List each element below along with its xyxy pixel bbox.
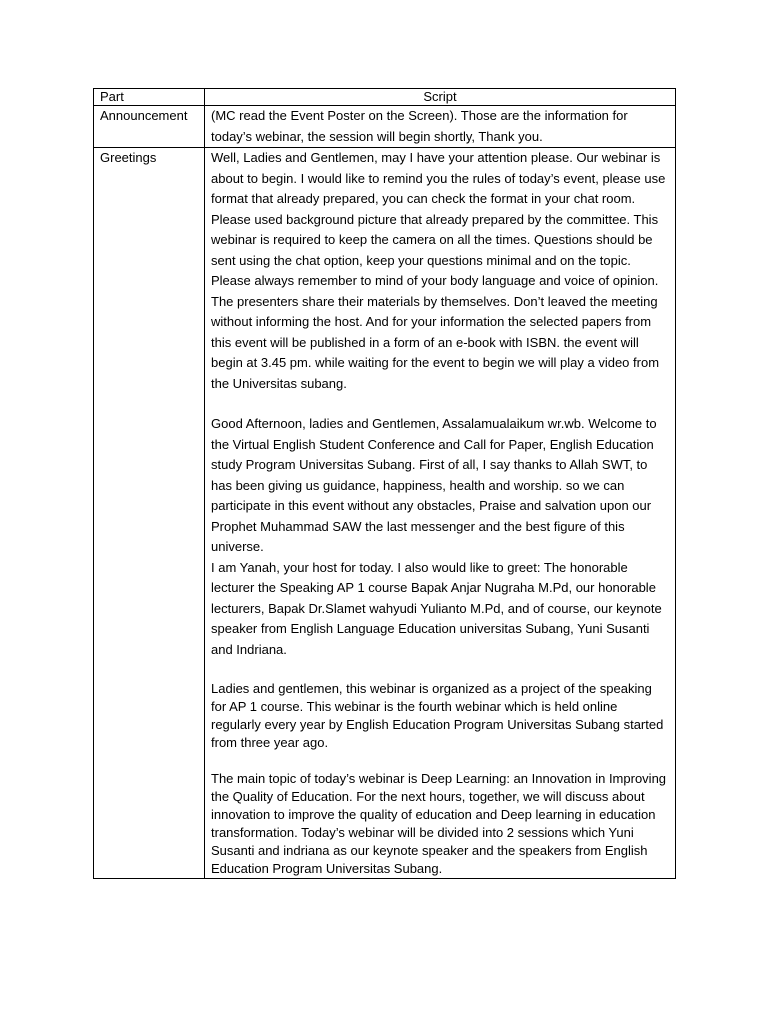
row-script-greetings <box>205 148 676 879</box>
row-part-greetings: Greetings <box>94 148 205 879</box>
paragraph-gap <box>211 394 669 414</box>
row-part-announcement: Announcement <box>94 106 205 148</box>
script-paragraph: Good Afternoon, ladies and Gentlemen, Assalamualaikum wr.wb. Welcome to the Virtual English Student Conference and Call for Paper, English Education study Program Universitas Subang. First of all, I say thanks to Allah SWT, to has been giving us guidance, happiness, health and worship. so we can participate in this event without any obstacles, Praise and salvation upon our Prophet Muhammad SAW the last messenger and the best figure of this universe. <box>211 416 657 554</box>
header-part: Part <box>94 89 205 106</box>
script-paragraph: I am Yanah, your host for today. I also would like to greet: The honorable lecturer the Speaking AP 1 course Bapak Anjar Nugraha M.Pd, our honorable lecturers, Bapak Dr.Slamet wahyudi Yulianto M.Pd, and of course, our keynote speaker from English Language Education universitas Subang, Yuni Susanti and Indriana. <box>211 559 662 657</box>
paragraph-gap <box>211 660 669 680</box>
table-row <box>94 148 676 879</box>
script-paragraph: The main topic of today’s webinar is Deep Learning: an Innovation in Improving the Quality of Education. For the next hours, together, we will discuss about innovation to improve the quality of education and Deep learning in education transformation. Today’s webinar will be divided into 2 sessions which Yuni Susanti and indriana as our keynote speaker and the speakers from English Education Program Universitas Subang. <box>211 771 667 876</box>
script-paragraph: Ladies and gentlemen, this webinar is organized as a project of the speaking for AP 1 course. This webinar is the fourth webinar which is held online regularly every year by English Education Program Universitas Subang started from three year ago. <box>211 681 664 750</box>
script-table <box>93 88 676 879</box>
script-paragraph: (MC read the Event Poster on the Screen). Those are the information for today’s webinar, the session will begin shortly, Thank you. <box>211 108 628 144</box>
paragraph-gap <box>211 752 669 770</box>
table-row <box>94 106 676 148</box>
row-script-announcement <box>205 106 676 148</box>
table-header-row <box>94 89 676 106</box>
script-paragraph: Well, Ladies and Gentlemen, may I have your attention please. Our webinar is about to begin. I would like to remind you the rules of today’s event, please use format that already prepared, you can check the format in your chat room. Please used background picture that already prepared by the committee. This webinar is required to keep the camera on all the times. Questions should be sent using the chat option, keep your questions minimal and on the topic. Please always remember to mind of your body language and voice of opinion. The presenters share their materials by themselves. Don’t leaved the meeting without informing the host. And for your information the selected papers from this event will be published in a form of an e-book with ISBN. the event will begin at 3.45 pm. while waiting for the event to begin we will play a video from the Universitas subang. <box>211 150 666 391</box>
header-script: Script <box>205 89 676 106</box>
